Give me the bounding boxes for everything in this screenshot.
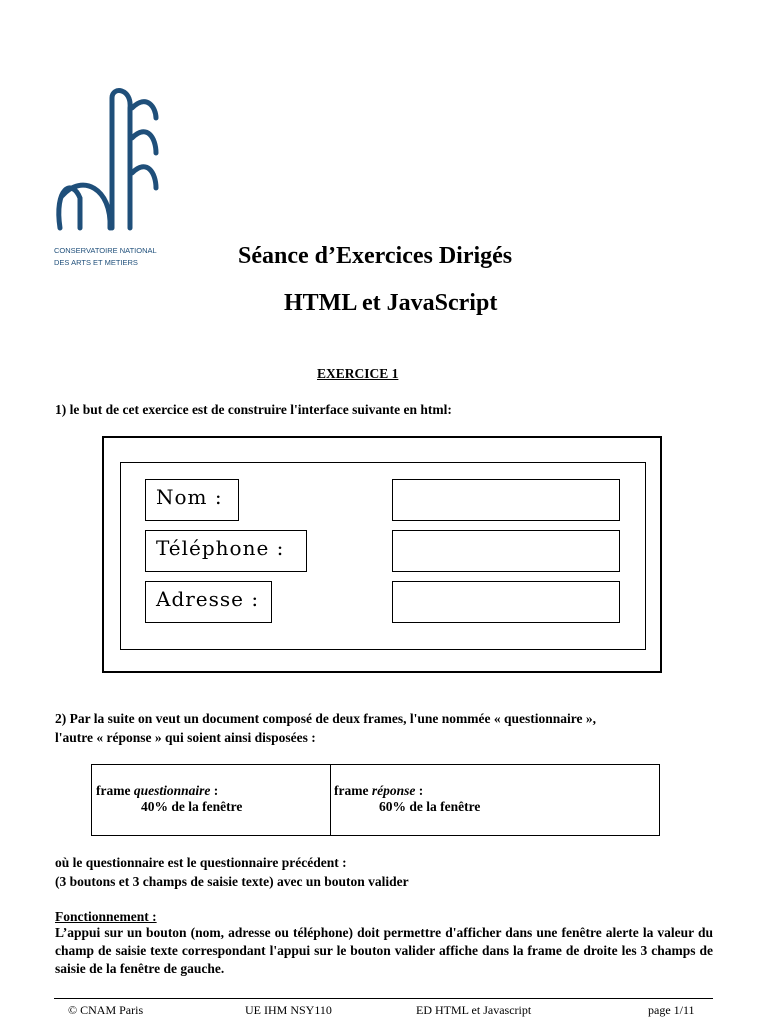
frame-suffix: : [210, 783, 219, 798]
mockup-field-nom [392, 479, 620, 521]
frame-name: réponse [371, 783, 416, 798]
frames-table-divider [330, 764, 331, 836]
logo-line1: CONSERVATOIRE NATIONAL [54, 246, 157, 255]
note-line2: (3 boutons et 3 champs de saisie texte) avec un bouton valider [55, 874, 409, 889]
footer-document: ED HTML et Javascript [416, 1003, 532, 1017]
frame-questionnaire-cell [96, 783, 242, 815]
fonctionnement-heading: Fonctionnement : [55, 909, 157, 924]
document-subtitle: HTML et JavaScript [284, 290, 498, 316]
footer-copyright: © CNAM Paris [68, 1003, 144, 1017]
mockup-label-adresse: Adresse : [145, 581, 272, 623]
document-title: Séance d’Exercices Dirigés [238, 243, 513, 269]
mockup-label-nom: Nom : [145, 479, 239, 521]
mockup-field-telephone [392, 530, 620, 572]
frame-size: 40% de la fenêtre [141, 799, 243, 814]
note-line1: où le questionnaire est le questionnaire précédent : [55, 855, 347, 870]
cnam-logo [52, 78, 172, 273]
frame-reponse-cell [334, 783, 480, 815]
question-1: 1) le but de cet exercice est de construire l'interface suivante en html: [55, 402, 452, 417]
frame-suffix: : [415, 783, 424, 798]
frame-size: 60% de la fenêtre [379, 799, 481, 814]
footer-course: UE IHM NSY110 [245, 1003, 332, 1017]
mockup-label-telephone: Téléphone : [145, 530, 307, 572]
question-2-line1: 2) Par la suite on veut un document composé de deux frames, l'une nommée « questionnaire », [55, 711, 596, 726]
exercise-heading: EXERCICE 1 [317, 366, 399, 381]
frame-prefix: frame [334, 783, 372, 798]
question-2-line2: l'autre « réponse » qui soient ainsi disposées : [55, 730, 316, 745]
frame-prefix: frame [96, 783, 134, 798]
logo-line2: DES ARTS ET METIERS [54, 258, 138, 267]
fonctionnement-body: L’appui sur un bouton (nom, adresse ou téléphone) doit permettre d'afficher dans une fenêtre alerte la valeur du champ de saisie texte correspondant l'appui sur le bouton valider affiche dans la frame de droite les 3 champs de saisie de la fenêtre de gauche. [55, 925, 713, 976]
footer-rule [54, 998, 713, 999]
frame-name: questionnaire [133, 783, 211, 798]
mockup-field-adresse [392, 581, 620, 623]
footer-page-number: page 1/11 [648, 1003, 695, 1017]
